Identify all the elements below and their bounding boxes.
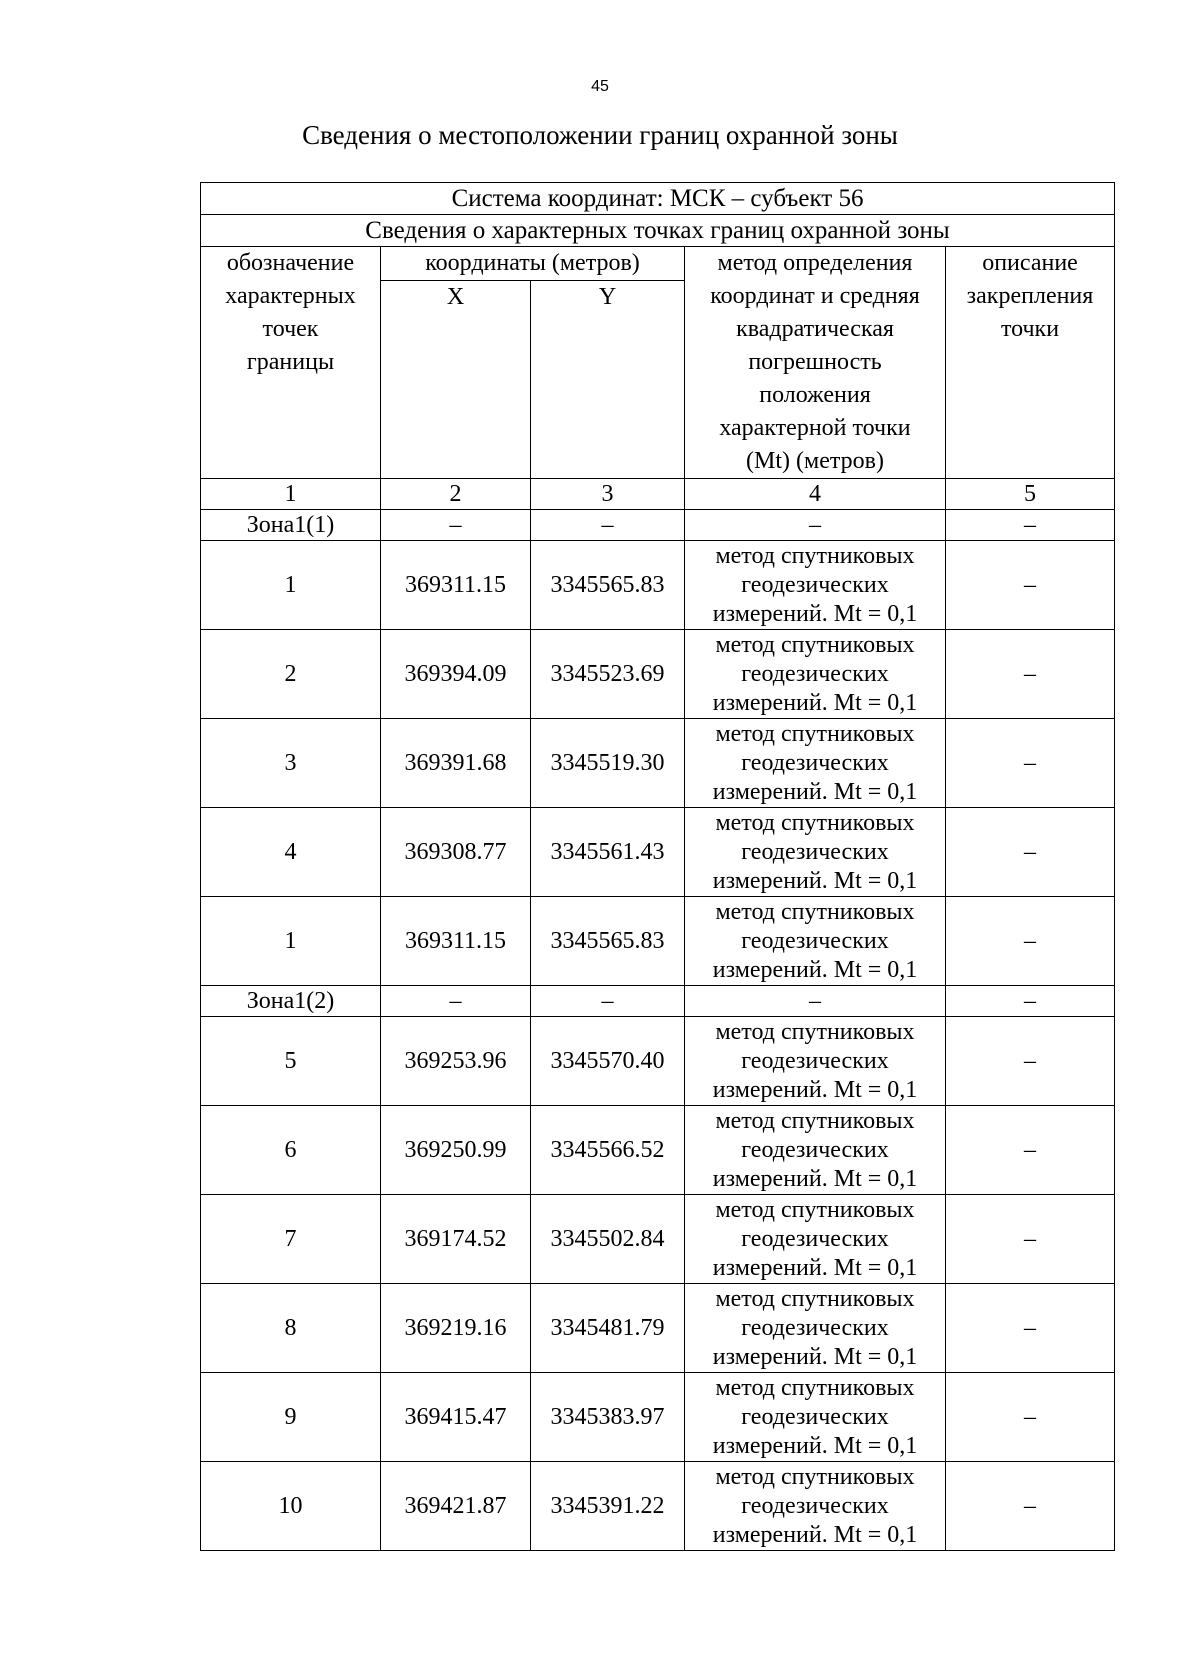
method-text: метод спутниковых [715, 898, 915, 925]
table-row [201, 1373, 1115, 1462]
point-y: 3345523.69 [531, 630, 685, 719]
header-text: метод определения [717, 250, 913, 276]
page-title: Сведения о местоположении границ охранной зоны [302, 120, 898, 150]
header-text: характерных [225, 283, 356, 309]
method-text: измерений. Mt = 0,1 [712, 867, 918, 894]
point-y: 3345561.43 [531, 808, 685, 897]
header-text: (Mt) (метров) [746, 448, 884, 474]
method-text: измерений. Mt = 0,1 [712, 778, 918, 805]
point-description: – [946, 1195, 1115, 1284]
method-text: измерений. Mt = 0,1 [712, 1521, 918, 1548]
header-method [685, 247, 946, 479]
point-x: 369311.15 [381, 897, 531, 986]
point-description: – [946, 808, 1115, 897]
point-method [685, 1106, 946, 1195]
point-id: 7 [201, 1195, 381, 1284]
header-text: положения [759, 382, 871, 408]
header-coordinates: координаты (метров) [381, 247, 685, 281]
method-text: измерений. Mt = 0,1 [712, 1254, 918, 1281]
point-description: – [946, 541, 1115, 630]
zone-row [201, 510, 1115, 541]
method-text: геодезических [741, 1225, 889, 1252]
column-number: 1 [201, 479, 381, 510]
point-y: 3345481.79 [531, 1284, 685, 1373]
point-description: – [946, 897, 1115, 986]
zone-dash: – [685, 986, 946, 1017]
table-row [201, 1017, 1115, 1106]
method-text: метод спутниковых [715, 1463, 915, 1490]
header-text: границы [246, 349, 335, 375]
zone-dash: – [531, 510, 685, 541]
point-y: 3345502.84 [531, 1195, 685, 1284]
point-method [685, 1462, 946, 1551]
method-text: метод спутниковых [715, 720, 915, 747]
method-text: метод спутниковых [715, 542, 915, 569]
zone-name: Зона1(2) [201, 986, 381, 1017]
column-number: 5 [946, 479, 1115, 510]
point-x: 369174.52 [381, 1195, 531, 1284]
table-row [201, 1106, 1115, 1195]
header-y: Y [531, 281, 685, 479]
method-text: измерений. Mt = 0,1 [712, 1165, 918, 1192]
point-method [685, 719, 946, 808]
point-description: – [946, 1284, 1115, 1373]
method-text: измерений. Mt = 0,1 [712, 1432, 918, 1459]
boundary-points-table [200, 182, 1115, 1551]
table-row [201, 808, 1115, 897]
point-x: 369308.77 [381, 808, 531, 897]
method-text: геодезических [741, 1492, 889, 1519]
method-text: геодезических [741, 927, 889, 954]
point-x: 369421.87 [381, 1462, 531, 1551]
method-text: геодезических [741, 1314, 889, 1341]
method-text: измерений. Mt = 0,1 [712, 600, 918, 627]
table-row [201, 541, 1115, 630]
method-text: геодезических [741, 660, 889, 687]
point-y: 3345383.97 [531, 1373, 685, 1462]
page-number: 45 [591, 78, 609, 95]
method-text: метод спутниковых [715, 1285, 915, 1312]
point-id: 1 [201, 541, 381, 630]
table-row [201, 1462, 1115, 1551]
point-x: 369219.16 [381, 1284, 531, 1373]
table-subtitle-row: Сведения о характерных точках границ охранной зоны [201, 215, 1115, 247]
point-description: – [946, 719, 1115, 808]
header-text: закрепления [966, 283, 1094, 309]
header-text: точки [1000, 316, 1060, 342]
point-id: 6 [201, 1106, 381, 1195]
table-row [201, 1284, 1115, 1373]
method-text: измерений. Mt = 0,1 [712, 956, 918, 983]
point-id: 9 [201, 1373, 381, 1462]
point-id: 10 [201, 1462, 381, 1551]
point-x: 369250.99 [381, 1106, 531, 1195]
zone-dash: – [531, 986, 685, 1017]
point-x: 369394.09 [381, 630, 531, 719]
table-row [201, 719, 1115, 808]
point-id: 3 [201, 719, 381, 808]
table-row [201, 1195, 1115, 1284]
zone-dash: – [946, 986, 1115, 1017]
point-method [685, 1195, 946, 1284]
column-numbers-row [201, 479, 1115, 510]
method-text: геодезических [741, 571, 889, 598]
point-method [685, 897, 946, 986]
header-text: обозначение [226, 250, 355, 276]
point-y: 3345519.30 [531, 719, 685, 808]
point-description: – [946, 1017, 1115, 1106]
point-y: 3345391.22 [531, 1462, 685, 1551]
method-text: метод спутниковых [715, 1196, 915, 1223]
method-text: метод спутниковых [715, 1018, 915, 1045]
table-row [201, 630, 1115, 719]
point-id: 4 [201, 808, 381, 897]
point-id: 8 [201, 1284, 381, 1373]
column-number: 4 [685, 479, 946, 510]
point-y: 3345566.52 [531, 1106, 685, 1195]
zone-dash: – [946, 510, 1115, 541]
method-text: геодезических [741, 1047, 889, 1074]
header-text: точек [262, 316, 319, 342]
point-description: – [946, 1462, 1115, 1551]
header-x: X [381, 281, 531, 479]
method-text: метод спутниковых [715, 631, 915, 658]
point-method [685, 1017, 946, 1106]
column-number: 2 [381, 479, 531, 510]
method-text: метод спутниковых [715, 1107, 915, 1134]
point-method [685, 541, 946, 630]
zone-dash: – [685, 510, 946, 541]
method-text: метод спутниковых [715, 809, 915, 836]
point-y: 3345565.83 [531, 541, 685, 630]
table-row [201, 897, 1115, 986]
header-text: характерной точки [719, 415, 911, 441]
header-text: погрешность [748, 349, 882, 375]
zone-name: Зона1(1) [201, 510, 381, 541]
method-text: метод спутниковых [715, 1374, 915, 1401]
method-text: измерений. Mt = 0,1 [712, 689, 918, 716]
point-description: – [946, 1373, 1115, 1462]
point-description: – [946, 1106, 1115, 1195]
method-text: измерений. Mt = 0,1 [712, 1076, 918, 1103]
point-method [685, 1284, 946, 1373]
header-text: описание [982, 250, 1078, 276]
header-text: квадратическая [736, 316, 894, 342]
point-description: – [946, 630, 1115, 719]
zone-dash: – [381, 510, 531, 541]
method-text: геодезических [741, 1403, 889, 1430]
point-y: 3345565.83 [531, 897, 685, 986]
zone-dash: – [381, 986, 531, 1017]
header-point-designation [201, 247, 381, 479]
point-method [685, 808, 946, 897]
coord-system-row: Система координат: МСК – субъект 56 [201, 183, 1115, 215]
header-text: координат и средняя [710, 283, 920, 309]
method-text: геодезических [741, 1136, 889, 1163]
point-x: 369391.68 [381, 719, 531, 808]
point-x: 369415.47 [381, 1373, 531, 1462]
point-method [685, 630, 946, 719]
point-y: 3345570.40 [531, 1017, 685, 1106]
column-number: 3 [531, 479, 685, 510]
point-method [685, 1373, 946, 1462]
method-text: геодезических [741, 838, 889, 865]
point-id: 5 [201, 1017, 381, 1106]
point-x: 369253.96 [381, 1017, 531, 1106]
point-id: 1 [201, 897, 381, 986]
header-description [946, 247, 1115, 479]
point-id: 2 [201, 630, 381, 719]
method-text: геодезических [741, 749, 889, 776]
method-text: измерений. Mt = 0,1 [712, 1343, 918, 1370]
point-x: 369311.15 [381, 541, 531, 630]
zone-row [201, 986, 1115, 1017]
